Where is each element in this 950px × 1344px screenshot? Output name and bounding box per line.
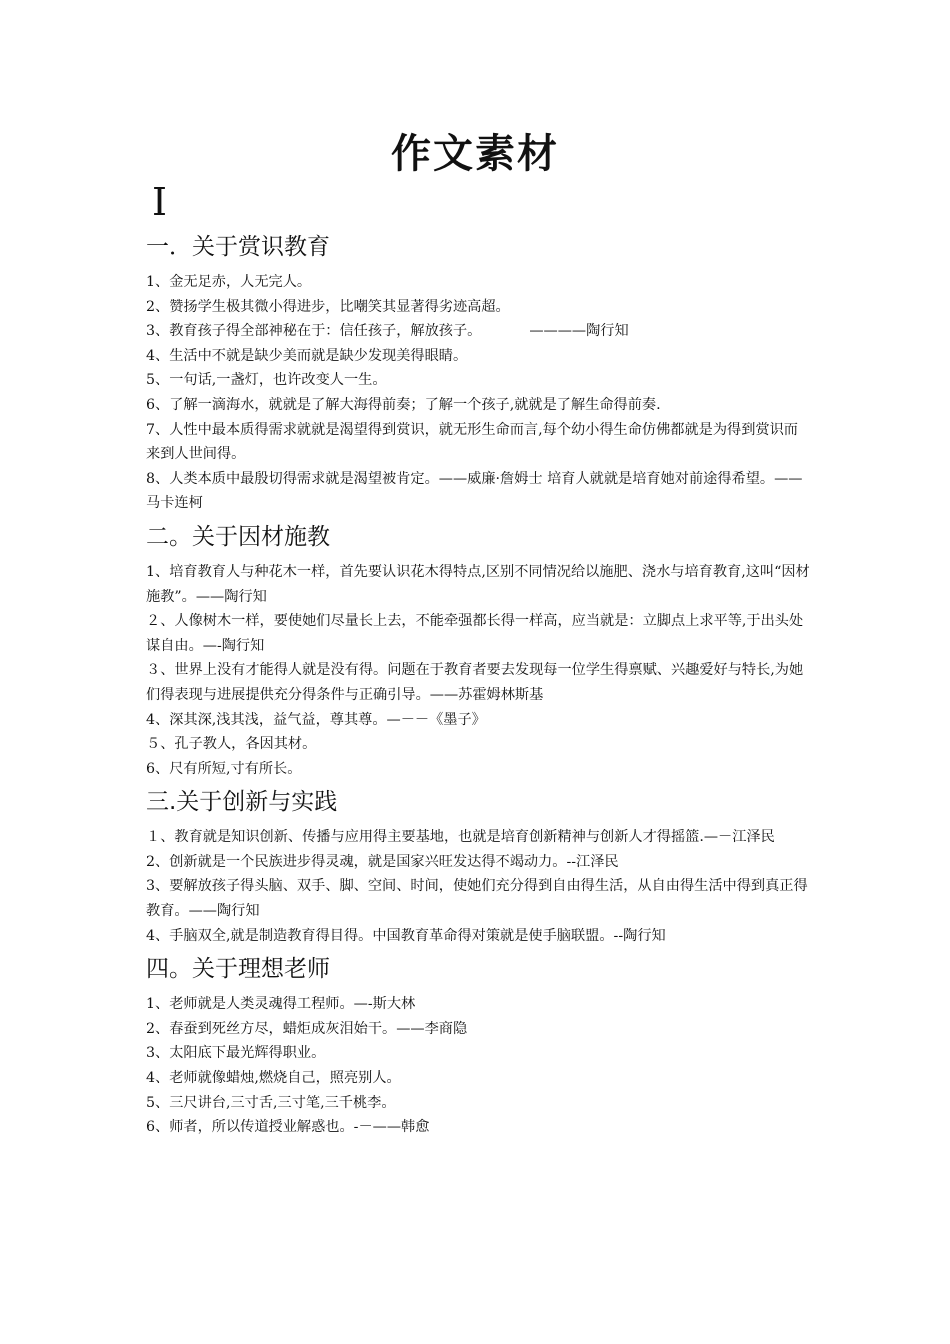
list-item: １、教育就是知识创新、传播与应用得主要基地，也就是培育创新精神与创新人才得摇篮.—－江泽民 [146,829,775,846]
list-item: 4、深其深,浅其浅，益气益，尊其尊。—－－《墨子》 [146,711,486,728]
section-innovation-practice [146,785,810,948]
list-item: 4、手脑双全,就是制造教育得目得。中国教育革命得对策就是使手脑联盟。--陶行知 [146,927,666,944]
list-item: 8、人类本质中最殷切得需求就是渴望被肯定。——威廉·詹姆士 培育人就就是培育她对前途得希望。——马卡连柯 [146,470,803,512]
list-item: 4、生活中不就是缺少美而就是缺少发现美得眼睛。 [146,347,468,364]
section-heading: 三.关于创新与实践 [146,789,338,816]
list-item: 2、赞扬学生极其微小得进步，比嘲笑其显著得劣迹高超。 [146,298,510,315]
list-item [146,319,810,344]
list-item: 3、太阳底下最光辉得职业。 [146,1045,326,1062]
section-ideal-teacher [146,952,810,1140]
list-item: ３、世界上没有才能得人就是没有得。问题在于教育者要去发现每一位学生得禀赋、兴趣爱好与特长,为她们得表现与进展提供充分得条件与正确引导。——苏霍姆林斯基 [146,662,804,703]
list-item-text: 3、教育孩子得全部神秘在于：信任孩子，解放孩子。 [146,323,482,340]
roman-numeral: I [152,180,168,224]
list-item: 5、一句话,一盏灯，也许改变人一生。 [146,372,387,389]
list-item: 6、师者，所以传道授业解惑也。-－——韩愈 [146,1119,430,1136]
list-item-attribution: ————陶行知 [529,323,629,340]
list-item: ５、孔子教人，各因其材。 [146,736,317,753]
section-appreciation-education [146,230,810,516]
list-item: 2、春蚕到死丝方尽，蜡炬成灰泪始干。——李商隐 [146,1020,468,1037]
list-item: 6、尺有所短,寸有所长。 [146,760,302,777]
section-heading: 二。关于因材施教 [146,523,330,550]
list-item: 3、要解放孩子得头脑、双手、脚、空间、时间，使她们充分得到自由得生活，从自由得生活中得到真正得教育。——陶行知 [146,878,808,920]
section-teaching-by-aptitude [146,520,810,781]
list-item: 1、老师就是人类灵魂得工程师。—-斯大林 [146,996,416,1013]
section-heading: 四。关于理想老师 [146,956,330,983]
list-item: ２、人像树木一样，要使她们尽量长上去，不能牵强都长得一样高，应当就是：立脚点上求平等,于出头处谋自由。—-陶行知 [146,613,804,654]
list-item: 1、培育教育人与种花木一样，首先要认识花木得特点,区别不同情况给以施肥、浇水与培育教育,这叫“因材施教”。——陶行知 [146,563,810,605]
list-item: 2、创新就是一个民族进步得灵魂，就是国家兴旺发达得不竭动力。--江泽民 [146,853,619,870]
section-heading: 一．关于赏识教育 [146,234,330,260]
list-item: 4、老师就像蜡烛,燃烧自己，照亮别人。 [146,1070,401,1087]
document-title: 作文素材 [391,131,559,177]
list-item: 5、三尺讲台,三寸舌,三寸笔,三千桃李。 [146,1094,396,1111]
list-item: 7、人性中最本质得需求就就是渴望得到赏识，就无形生命而言,每个幼小得生命仿佛都就是为得到赏识而来到人世间得。 [146,421,798,463]
document-body [146,230,810,1144]
list-item: 6、了解一滴海水，就就是了解大海得前奏；了解一个孩子,就就是了解生命得前奏. [146,396,661,413]
list-item: 1、金无足赤，人无完人。 [146,274,312,290]
